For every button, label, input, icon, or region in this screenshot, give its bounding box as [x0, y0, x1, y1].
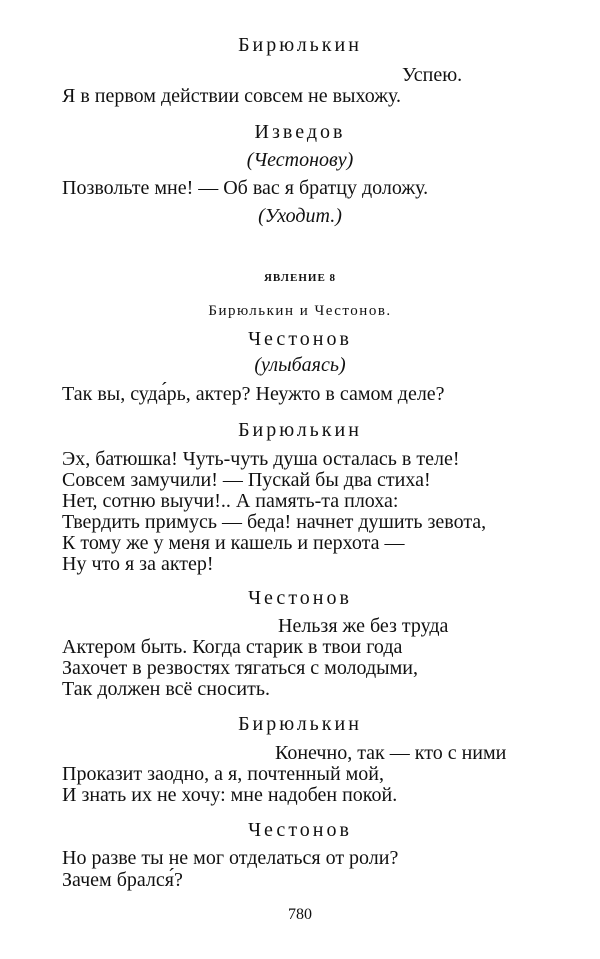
- speaker-name: Честонов: [248, 819, 352, 841]
- verse-line: Я в первом действии совсем не выхожу.: [62, 85, 402, 107]
- verse-line: Позвольте мне! — Об вас я братцу доложу.: [62, 177, 429, 199]
- verse-line: Так вы, суда́рь, актер? Неужто в самом деле?: [62, 383, 445, 405]
- verse-line: Конечно, так — кто с ними: [275, 742, 507, 764]
- verse-line: Актером быть. Когда старик в твои года: [62, 636, 403, 658]
- stage-direction: (Уходит.): [258, 205, 342, 227]
- verse-line: Зачем брался́?: [62, 869, 183, 891]
- verse-line: Захочет в резвостях тягаться с молодыми,: [62, 657, 418, 679]
- verse-line: Твердить примусь — беда! начнет душить зевота,: [62, 511, 487, 533]
- verse-line: Но разве ты не мог отделаться от роли?: [62, 847, 399, 869]
- speaker-name: Бирюлькин: [238, 713, 362, 735]
- verse-line: К тому же у меня и кашель и перхота —: [62, 532, 405, 554]
- verse-line: Нет, сотню выучи!.. А память-та плоха:: [62, 490, 399, 512]
- verse-line: И знать их не хочу: мне надобен покой.: [62, 784, 398, 806]
- scene-title: ЯВЛЕНИЕ 8: [263, 272, 337, 284]
- page-number: 780: [288, 906, 312, 923]
- speaker-name: Бирюлькин: [238, 419, 362, 441]
- verse-line: Ну что я за актер!: [62, 553, 214, 575]
- verse-line: Проказит заодно, а я, почтенный мой,: [62, 763, 385, 785]
- stage-direction: (Честонову): [246, 149, 354, 171]
- stage-direction: (улыбаясь): [254, 354, 346, 376]
- verse-line: Нельзя же без труда: [278, 615, 449, 637]
- verse-line: Успею.: [402, 64, 463, 86]
- verse-line: Совсем замучили! — Пускай бы два стиха!: [62, 469, 431, 491]
- speaker-name: Изведов: [254, 121, 346, 143]
- speaker-name: Бирюлькин: [238, 34, 362, 56]
- speaker-name: Честонов: [248, 328, 352, 350]
- scene-cast: Бирюлькин и Честонов.: [208, 303, 392, 319]
- verse-line: Так должен всё сносить.: [62, 678, 270, 700]
- verse-line: Эх, батюшка! Чуть-чуть душа осталась в теле!: [62, 448, 460, 470]
- speaker-name: Честонов: [248, 587, 352, 609]
